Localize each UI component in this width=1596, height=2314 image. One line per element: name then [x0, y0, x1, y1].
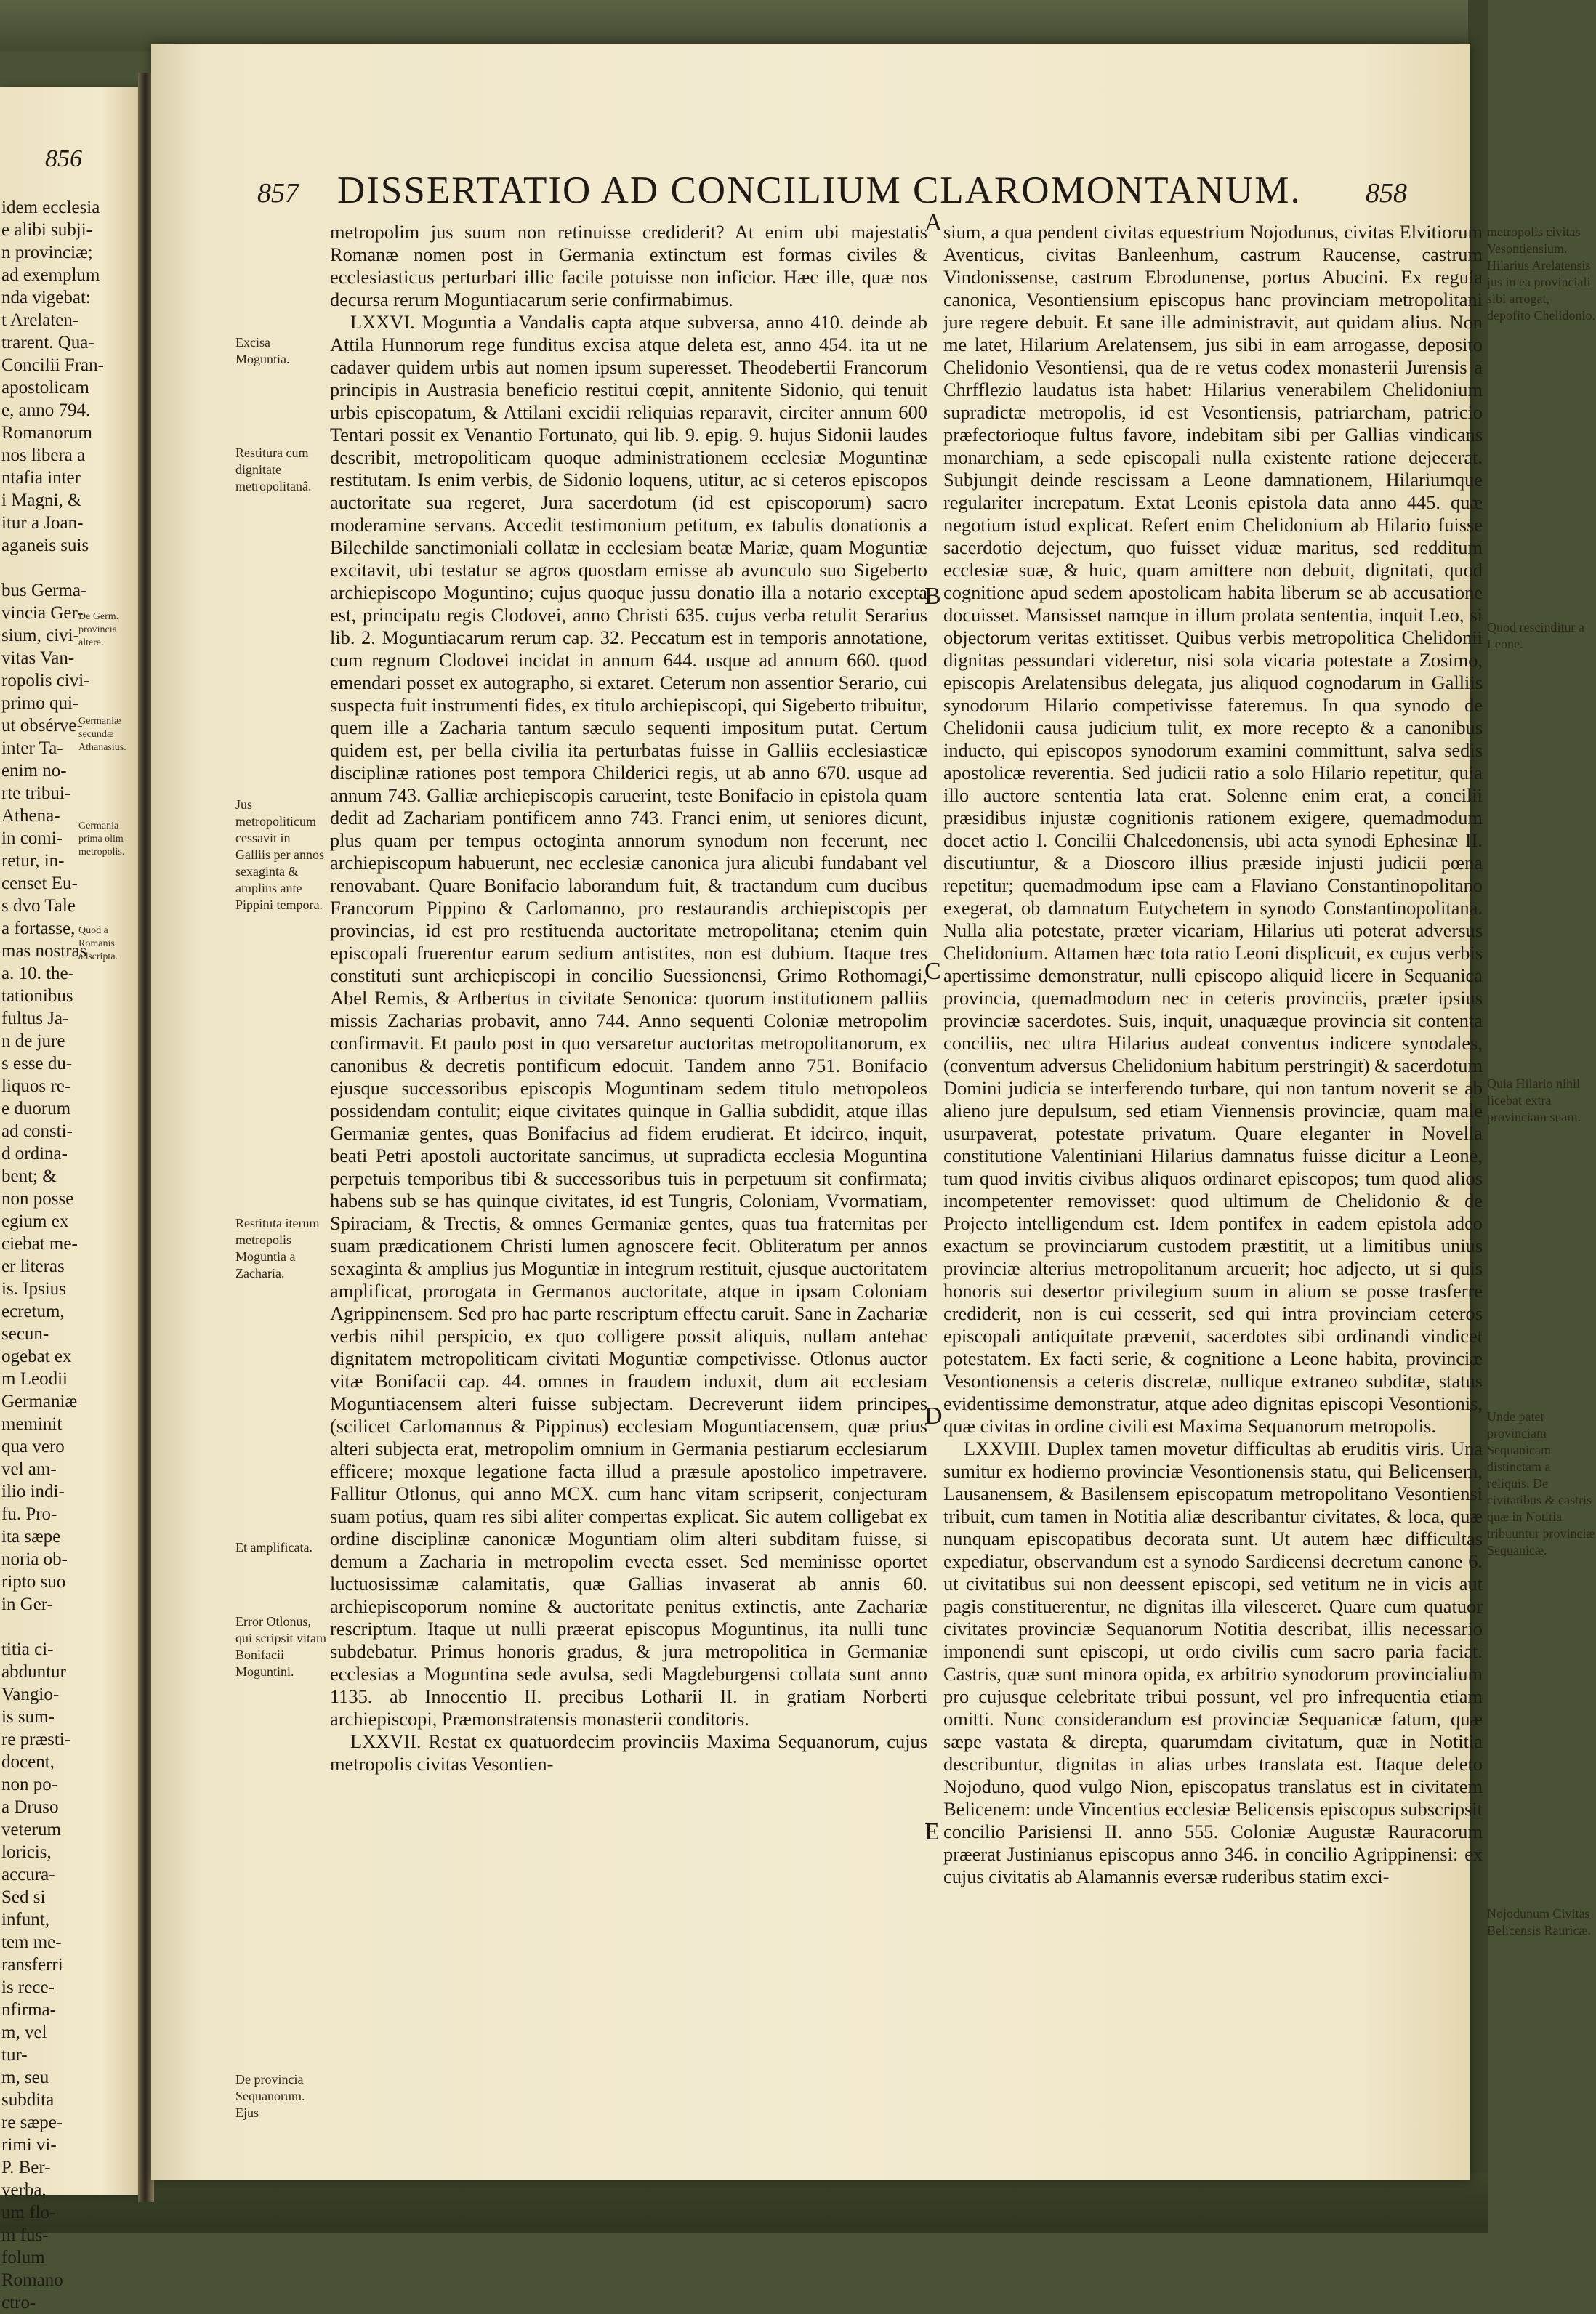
margin-note: Quia Hilario nihil licebat extra provinciam suam.: [1487, 1076, 1581, 1124]
previous-page-line: [1, 1616, 110, 1638]
previous-page-line: e duorum: [1, 1099, 71, 1118]
previous-page-line: ripto suo: [1, 1572, 66, 1592]
book-page: [151, 44, 1595, 2180]
previous-page-line: noria ob-: [1, 1549, 68, 1569]
previous-page-line: nfirma-: [1, 2000, 56, 2020]
previous-page-line: accura-: [1, 1865, 55, 1884]
previous-page-line: s dvo Tale: [1, 896, 76, 916]
previous-page-line: ita sæpe: [1, 1527, 61, 1547]
page-number-right: 858: [1366, 178, 1407, 209]
previous-page-line: ad consti-: [1, 1121, 73, 1141]
previous-page-line: Vangio-: [1, 1685, 60, 1704]
previous-page-line: rte tribui-: [1, 783, 71, 803]
previous-page-line: ntafia inter: [1, 468, 81, 488]
previous-page-line: itur a Joan-: [1, 513, 84, 533]
section-marker-b: B: [924, 583, 941, 610]
previous-page-line: meminit: [1, 1414, 63, 1434]
previous-page-line: tur-: [1, 2045, 28, 2065]
previous-page-line: a. 10. the-: [1, 964, 74, 983]
previous-page-line: i Magni, &: [1, 491, 82, 510]
margin-note: Unde patet provinciam Sequanicam distinctam a reliquis. De civitatibus & castris quæ in Notitia tribuuntur provinciæ Sequanicæ.: [1487, 1409, 1595, 1557]
previous-page-line: infunt,: [1, 1910, 49, 1930]
paragraph: metropolim jus suum non retinuisse crediderit? At enim ubi majestatis Romanæ nomen post in Germania extinctum est formas civiles & ecclesiasticus perturbari illic facile potuisse non inficior. Hæc ille, quæ nos decursa rerum Moguntiacarum serie confirmabimus.: [330, 221, 927, 310]
previous-page-line: um flo-: [1, 2203, 56, 2222]
previous-page-line: egium ex: [1, 1212, 69, 1231]
previous-page-line: veterum: [1, 1820, 61, 1839]
previous-page-line: liquos re-: [1, 1076, 71, 1096]
previous-page-line: loricis,: [1, 1842, 52, 1862]
previous-page-line: Romano: [1, 2270, 63, 2290]
previous-page-line: retur, in-: [1, 851, 65, 871]
previous-page-line: re sæpe-: [1, 2113, 63, 2132]
previous-page-line: in comi-: [1, 829, 63, 848]
previous-page-line: ropolis civi-: [1, 671, 90, 690]
previous-page-line: trarent. Qua-: [1, 333, 94, 352]
previous-page-line: ilio indi-: [1, 1482, 65, 1501]
previous-page-line: ctro-: [1, 2293, 36, 2313]
left-column: [330, 221, 927, 2183]
previous-page-line: s esse du-: [1, 1054, 73, 1073]
previous-page-line: er literas: [1, 1257, 65, 1276]
previous-page-line: a fortasse,: [1, 919, 76, 938]
paragraph: LXXVIII. Duplex tamen movetur difficultas ab eruditis viris. Una sumitur ex hodierno provinciæ Vesontionensis statu, qui Belicensem, Lausanensem, & Basilensem episcopatum metropolitano Vesontiensi tribuit, cum tamen in Notitia aliæ describantur civitates, & loca, quæ nunquam episcopatibus decorata sunt. Ut autem hæc difficultas expediatur, observandum est a synodo Sardicensi decretum canone 6. ut civitatibus sui non deessent episcopi, sed vetitum ne in vicis aut pagis constituerentur, ne dignitas illa vilesceret. Quare cum quatuor civitates provinciæ Sequanorum Notitia describat, illis necessario imponendi sunt episcopi, ut ordo civilis cum sacro paria faciat. Castris, quæ sunt minora opida, ex arbitrio synodorum provincialium pro cujusque celebritate tribui possunt, vel pro infrequentia etiam omitti. Nunc considerandum est provinciæ Sequanicæ fatum, quæ sæpe vastata & direpta, quarumdam civitatum, quæ in Notitia describuntur, dignitas in alias urbes translata est. Itaque deleto Nojoduno, quod vulgo Nion, episcopatus translatus est in civitatem Belicenem: unde Vincentius ecclesiæ Belicensis episcopus subscripsit concilio Parisiensi II. anno 555. Coloniæ Augustæ Rauracorum præerat Justinianus episcopus anno 346. in concilio Agrippinensi: ex cujus civitatis ab Alamannis eversæ ruderibus statim exci-: [943, 1438, 1483, 1887]
running-header: [257, 169, 1407, 214]
previous-page-line: m Leodii: [1, 1369, 68, 1389]
previous-page-line: t Arelaten-: [1, 310, 79, 330]
section-marker-c: C: [924, 958, 941, 985]
margin-note: Jus metropoliticum cessavit in Galliis per annos sexaginta & amplius ante Pippini tempora.: [235, 797, 324, 912]
previous-page-line: censet Eu-: [1, 874, 78, 893]
margin-note: Et amplificata.: [235, 1540, 313, 1555]
previous-page-line: mas nostras: [1, 941, 87, 961]
previous-page-note: Germaniæ secundæ Athanasius.: [78, 716, 126, 753]
margin-note: Restitura cum dignitate metropolitanâ.: [235, 446, 312, 493]
previous-page-line: m, seu: [1, 2068, 49, 2087]
previous-page-note: De Germ. provincia altera.: [78, 611, 119, 648]
previous-page-line: inter Ta-: [1, 738, 63, 758]
previous-page-line: vincia Ger-: [1, 603, 84, 623]
previous-page-line: Romanorum: [1, 423, 92, 443]
previous-page-line: a Druso: [1, 1797, 59, 1817]
previous-page-line: verba,: [1, 2180, 47, 2200]
previous-page-line: [1, 557, 110, 579]
previous-page-line: abduntur: [1, 1662, 66, 1682]
previous-page-line: non posse: [1, 1189, 74, 1209]
previous-page-line: bus Germa-: [1, 581, 87, 600]
previous-page-line: nos libera a: [1, 446, 86, 465]
previous-page-line: ut obsérve-: [1, 716, 83, 735]
previous-page-line: Sed si: [1, 1887, 46, 1907]
page-title: DISSERTATIO AD CONCILIUM CLAROMONTANUM.: [337, 169, 1302, 211]
margin-note: Excisa Moguntia.: [235, 335, 290, 366]
margin-note: Quod rescinditur a Leone.: [1487, 620, 1584, 651]
previous-page-line: aganeis suis: [1, 536, 89, 555]
right-column: [943, 221, 1483, 2183]
margin-note: Error Otlonus, qui scripsit vitam Bonifacii Moguntini.: [235, 1614, 326, 1679]
previous-page-line: sium, civi-: [1, 626, 79, 645]
previous-page-notes: [78, 610, 131, 1029]
previous-page-line: Germaniæ: [1, 1392, 78, 1411]
previous-page-line: Athena-: [1, 806, 60, 826]
margin-note: Restituta iterum metropolis Moguntia a Zacharia.: [235, 1216, 320, 1281]
previous-page-line: qua vero: [1, 1437, 65, 1456]
paragraph: LXXVII. Restat ex quatuordecim provinciis Maxima Sequanorum, cujus metropolis civitas Vesontien-: [330, 1730, 927, 1775]
previous-page-line: titia ci-: [1, 1640, 54, 1659]
previous-page-line: idem ecclesia: [1, 198, 100, 217]
paragraph: sium, a qua pendent civitas equestrium Nojodunus, civitas Elvitiorum Aventicus, civitas Banleenhum, castrum Raucense, castrum Vindonissense, castrum Ebrodunense, portus Abucini. Ex regula canonica, Vesontiensium episcopus hanc provinciam metropolitani jure regere debuit. Et sane ille administravit, aut quidam alius. Non me latet, Hilarium Arelatensem, jus sibi in eam arrogasse, deposito Chelidonio Vesontiensi, qua de re vetus codex monasterii Jurensis a Chrfflezio laudatus ista habet: Hilarius venerabilem Chelidonium supradictæ metropolis, id est Vesontiensis, patriarcham, patricio præfectorioque fultus favore, indebitam sibi per Gallias vindicans monarchiam, a sede episcopali nulla existente ratione dejecerat. Subjungit deinde rescissam a Leone damnationem, Hilariumque regulariter increpatum. Extat Leonis epistola data anno 445. quæ negotium istud explicat. Refert enim Chelidonium ab Hilario fuisse sacerdotio dejectum, quo fuisset viduæ maritus, sed redditum ecclesiæ suæ, & huic, quam amittere non debuit, dignitati, quod cognitione apud sedem apostolicam habita liberum se ab accusatione docuisset. Mansisset namque in illum prolata sententia, inquit Leo, si objectorum veritas extitisset. Quibus verbis metropolitica Chelidonii dignitas pessundari videretur, nisi sola vicaria potestate a Zosimo, episcopis Arelatensibus delegata, jus aliquod cognodarum in Galliis synodorum Hilario competivisse fateremus. In qua synodo de Chelidonii causa judicium tulit, ex more recepto & a canonibus inducto, qui episcopos synodorum examini committunt, salva sedis apostolicæ reverentia. Sed judicii ratio a solo Hilario repetitur, quia illo auctore sententia lata erat. Solenne enim erat, a concilii præsidibus injustæ cognitionis rationem exigere, quemadmodum docet actio I. Concilii Chalcedonensis, ubi acta synodi Ephesinæ II. discutiuntur, & a Dioscoro illius præside injusti judicii pœna repetitur; quemadmodum ipse eam a Flaviano Constantinopolitano exegerat, ob damnatum Eutychetem in synodo Constantinopolitana. Nulla alia potestate, præter vicariam, Hilarius uti poterat adversus Chelidonium. Attamen hæc tota ratio Leoni displicuit, ex cujus verbis apertissime demonstratur, nulli episcopo aliquid licere in Sequanica provincia, quemadmodum nec in ceteris provinciis, præter ipsius provinciæ sacerdotes. Suis, inquit, unaquæque provincia sit contenta conciliis, nec ultra Hilarius audeat conventus indicere synodales, (conventum adversus Chelidonium habitum perstringit) & sacerdotum Domini judicia se interferendo turbare, qui non tantum noverit se ab alieno jure depulsum, sed etiam Viennensis provinciæ, quam male usurpaverat, potestate privatum. Quare eleganter in Novella constitutione Valentiniani Hilarius damnatus fuisse dicitur a Leone, tum quod invitis civibus aliquos ordinaret episcopos; tum quod alios incompetenter removisset: quod ultimum de Chelidonio & de Projecto intelligendum est. Idem pontifex in eadem epistola adeo exactum se provinciarum custodem præstitit, ut a limitibus unius provinciæ alterius metropolitanum arcuerit; hoc adjecto, ut si quis honoris sui desertor privilegium suum in alium se posse trasferre crediderit, non is cui cesserit, sed qui intra provinciam ceteros episcopali antiquitate prævenit, sacerdotes sibi ordinandi vindicet potestatem. Ex facti serie, & cognitione a Leone habita, provinciæ Vesontionensis a ceteris discretæ, nullique extraneo subditæ, status evidentissime demonstratur, atque adeo dignitas episcopi Vesontionis, quæ civitas in ordine civili est Maxima Sequanorum metropolis.: [943, 221, 1483, 1437]
previous-page-line: ecretum,: [1, 1302, 65, 1321]
previous-page-line: tationibus: [1, 986, 73, 1006]
previous-page-line: tem me-: [1, 1932, 62, 1952]
previous-page-note: Germania prima olim metropolis.: [78, 821, 125, 858]
previous-page-line: folum: [1, 2248, 45, 2267]
previous-page-note: Quod a Romanis adscripta.: [78, 925, 118, 962]
previous-page-number: 856: [45, 145, 82, 172]
previous-page-line: fultus Ja-: [1, 1009, 69, 1028]
previous-page-line: e alibi subji-: [1, 220, 92, 240]
previous-page-line: is rece-: [1, 1978, 55, 1997]
previous-page-line: nda vigebat:: [1, 288, 91, 307]
section-marker-a: A: [924, 209, 943, 236]
previous-page-line: P. Ber-: [1, 2158, 51, 2177]
previous-page-line: fu. Pro-: [1, 1504, 57, 1524]
previous-page-text: [1, 196, 110, 2314]
previous-page-line: Concilii Fran-: [1, 355, 104, 375]
previous-page-line: m, vel: [1, 2023, 47, 2042]
previous-page: [0, 87, 145, 2313]
previous-page-line: re præsti-: [1, 1730, 71, 1749]
page-number-left: 857: [257, 178, 299, 209]
previous-page-line: is sum-: [1, 1707, 55, 1727]
previous-page-line: bent; &: [1, 1166, 57, 1186]
previous-page-line: ogebat ex: [1, 1347, 72, 1366]
previous-page-line: enim no-: [1, 761, 67, 781]
previous-page-line: non po-: [1, 1775, 58, 1794]
previous-page-line: d ordina-: [1, 1144, 68, 1164]
previous-page-line: secun-: [1, 1324, 49, 1344]
previous-page-line: ciebat me-: [1, 1234, 78, 1254]
previous-page-line: n de jure: [1, 1031, 65, 1051]
section-marker-e: E: [924, 1818, 940, 1845]
paragraph: LXXVI. Moguntia a Vandalis capta atque subversa, anno 410. deinde ab Attila Hunnorum rege funditus excisa atque deleta est, anno 454. ita ut ne cadaver quidem urbis aut nomen ipsum superesset. Theodebertii Francorum principis in Austrasia beneficio restitui cœpit, annitente Sidonio, qui tenuit urbis episcopatum, & Attilani excidii reliquias reparavit, circiter annum 600 Tentari possit ex Venantio Fortunato, qui lib. 9. epig. 9. hujus Sidonii laudes describit, metropoliticam quoque administrationem ecclesiæ Moguntinæ restitutam. Is enim verbis, de Sidonio loquens, utitur, ac si ceteros episcopos auctoritate sua regeret, Jura sacerdotum (id est episcoporum) sacro moderamine servans. Accedit testimonium petitum, ex tabulis donationis a Bilechilde sanctimoniali collatæ in ecclesiam beatæ Mariæ, quam Moguntiæ excitavit, ubi testatur se agros quosdam emisse ab avunculo suo Sigeberto archiepiscopo Moguntino; cujus quoque jussu donatio illa a notario excepta est, principatu regis Clodovei, anno Christi 635. cujus verba retulit Serarius lib. 2. Moguntiacarum rerum cap. 32. Peccatum est in temporis annotatione, cum regnum Clodovei incidat in annum 644. usque ad annum 660. quod emendari posset ex autographo, si extaret. Ceterum non assentior Serario, cui suspecta fuit instrumenti fides, ex titulo archiepiscopi, qui Sigeberto tribuitur, quem ille a Zacharia tantum sæculo sequenti impositum putat. Certum quidem est, per bella civilia ita perturbatas fuisse in Galliis ecclesiasticæ disciplinæ rationes post tempora Childerici regis, ut ab anno 670. usque ad annum 743. Galliæ archiepiscopis caruerint, teste Bonifacio in epistola quam dedit ad Zachariam pontificem anno 743. Franci enim, ut seniores dicunt, plus quam per tempus octoginta annorum synodum non fecerunt, nec archiepiscopum habuerunt, nec ecclesiæ canonica jura alicubi fundabant vel renovabant. Quare Bonifacio laborandum fuit, & tractandum cum ducibus Francorum Pippino & Carlomanno, pro restaurandis archiepiscopis per provincias, id est pro restituenda auctoritate metropolitana; etenim quin episcopali fruerentur earum sedium antistites, non est dubium. Itaque tres constituti sunt archiepiscopi in concilio Suessionensi, Grimo Rothomagi, Abel Remis, & Artbertus in civitate Senonica: quorum institutionem palliis missis Zacharias probavit, anno 744. Anno sequenti Coloniæ metropolim confirmavit. Et paulo post in quo versaretur auctoritas metropolitanorum, ex canonibus & decretis pontificum edocuit. Tandem anno 751. Bonifacio ejusque successoribus episcopis Moguntinam sedem titulo metropoleos possidendam contulit; eique civitates quinque in Gallia subdidit, atque illas Germaniæ gentes, quas Bonifacius ad fidem erudierat. Et idcirco, inquit, beati Petri apostoli auctoritate sancimus, ut supradicta ecclesia Moguntina perpetuis temporibus tibi & successoribus tuis in perpetuum sit confirmata; habens sub se has quinque civitates, id est Tungris, Coloniam, Vvormatiam, Spiraciam, & Trectis, & omnes Germaniæ gentes, quas tua fraternitas per suam prædicationem Christi lumen agnoscere fecit. Obliteratum per annos sexaginta & amplius jus Moguntiæ in integrum restituit, ejusque auctoritatem amplificat, prorogata in Germanos auctoritate, atque in ipsam Coloniam Agrippinensem. Sed pro hac parte rescriptum effectu caruit. Sane in Zachariæ verbis nihil perspicio, ex quo colligere possit aliquis, nullam antehac dignitatem metropoliticam civitati Moguntiæ competivisse. Otlonus auctor vitæ Bonifacii cap. 44. omnes in fraudem induxit, dum ait ecclesiam Moguntiacensem alteri fuisse subjectam. Decreverunt iidem principes (scilicet Carlomannus & Pippinus) ecclesiam Moguntiacensem, quæ prius alteri subjecta erat, metropolim omnium in Germania pestiarum ecclesiarum efficere; moxque legatione facta illud a præsule apostolico impetravere. Fallitur Otlonus, qui anno MCX. cum hanc vitam scripserit, conjecturam suam potius, quam res sibi aliter compertas explicat. Sic autem colligebat ex ordine disciplinæ canonicæ Moguntiam olim alteri subditam fuisse, si demum a Zacharia in metropolim evecta esset. Sed meminisse oportet luctuosissimæ calamitatis, quæ Gallias invaserat ab annis 60. archiepiscoporum nomine & auctoritate penitus extinctis, ante Zachariæ rescriptum. Itaque ut nulli præerat episcopus Moguntinus, ita nulli tunc subdebatur. Primus honoris gradus, & jura metropolitica in Germaniæ ecclesias a Moguntina sede avulsa, sedi Magdeburgensi collata sunt anno 1135. ab Innocentio II. precibus Lotharii II. in gratiam Norberti archiepiscopi, Præmonstratensis monasterii conditoris.: [330, 311, 927, 1730]
previous-page-line: m fus-: [1, 2225, 49, 2245]
previous-page-line: apostolicam: [1, 378, 89, 398]
previous-page-line: rimi vi-: [1, 2135, 57, 2155]
margin-note: metropolis civitas Vesontiensium. Hilarius Arelatensis jus in ea provinciali sibi arrogat, depofito Chelidonio.: [1487, 225, 1595, 323]
previous-page-line: ransferri: [1, 1955, 63, 1975]
previous-page-line: n provinciæ;: [1, 243, 93, 262]
margin-note: De provincia Sequanorum. Ejus: [235, 2072, 305, 2120]
previous-page-line: is. Ipsius: [1, 1279, 66, 1299]
previous-page-line: in Ger-: [1, 1595, 53, 1614]
previous-page-line: subdita: [1, 2090, 55, 2110]
previous-page-line: docent,: [1, 1752, 55, 1772]
previous-page-line: e, anno 794.: [1, 400, 91, 420]
margin-note: Nojodunum Civitas Belicensis Rauricæ.: [1487, 1906, 1591, 1938]
previous-page-line: vitas Van-: [1, 648, 75, 668]
previous-page-line: ad exemplum: [1, 265, 100, 285]
previous-page-line: vel am-: [1, 1459, 57, 1479]
previous-page-line: primo qui-: [1, 693, 79, 713]
section-marker-d: D: [924, 1403, 943, 1430]
